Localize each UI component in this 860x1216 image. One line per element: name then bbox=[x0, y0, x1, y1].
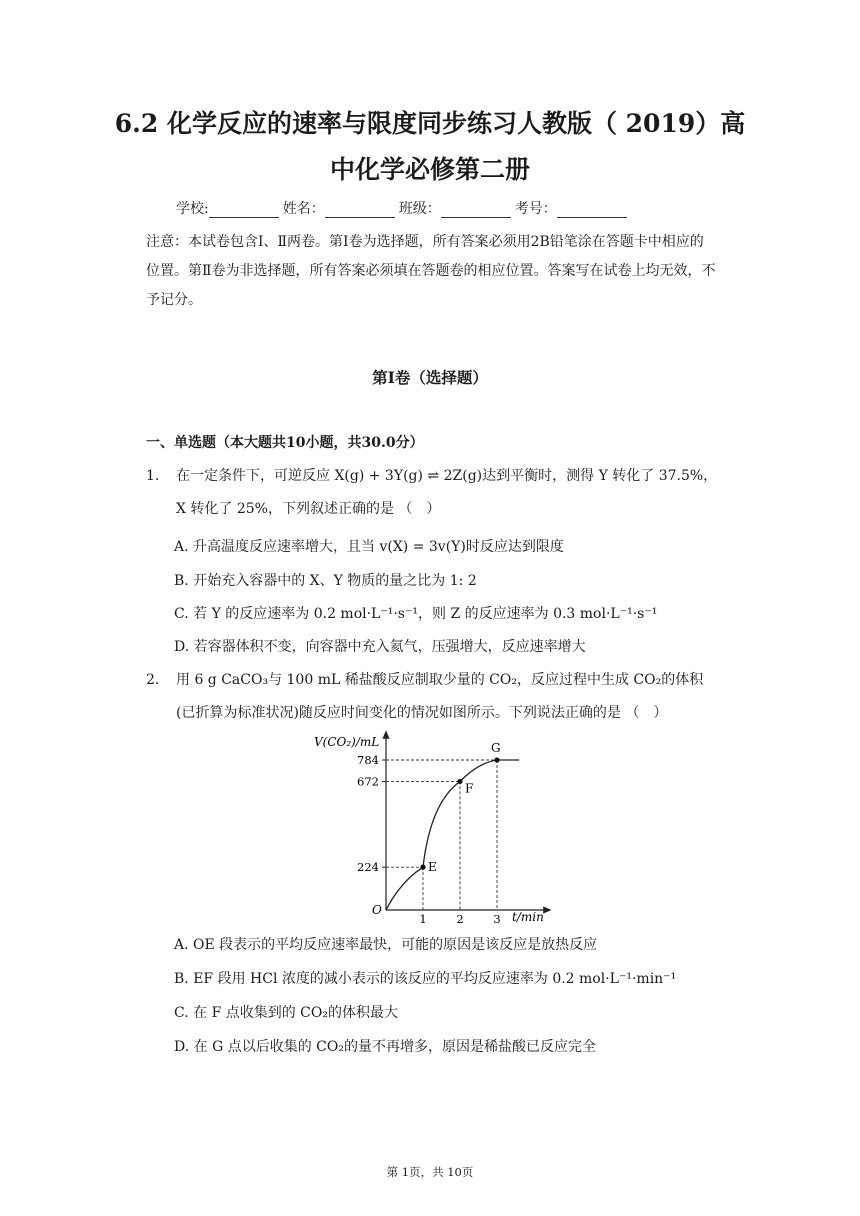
x-tick-label-3: 3 bbox=[493, 912, 501, 924]
point-label-E: E bbox=[428, 860, 437, 875]
notice-text: 注意：本试卷包含Ⅰ、Ⅱ两卷。第Ⅰ卷为选择题，所有答案必须用2B铅笔涂在答题卡中相应的位置。第Ⅱ卷为非选择题，所有答案必须填在答题卷的相应位置。答案写在试卷上均无效，不予记分。 bbox=[146, 234, 716, 308]
page-title: 6.2 化学反应的速率与限度同步练习人教版（ 2019）高 bbox=[114, 109, 746, 138]
y-axis-label: V(CO₂)/mL bbox=[314, 735, 380, 749]
field-name-blank[interactable] bbox=[325, 203, 395, 218]
tick-labels bbox=[357, 753, 501, 924]
field-class bbox=[399, 198, 515, 218]
y-tick-label-224: 224 bbox=[357, 860, 379, 875]
co2-volume-chart bbox=[308, 728, 554, 924]
page-footer: 第 1页，共 10页 bbox=[386, 1165, 474, 1179]
section-title: 第Ⅰ卷（选择题） bbox=[372, 368, 488, 387]
question-type-heading: 一、单选题（本大题共10小题，共30.0分） bbox=[146, 435, 424, 451]
origin-label: O bbox=[372, 903, 382, 917]
field-examno bbox=[515, 198, 631, 218]
x-tick-label-1: 1 bbox=[419, 912, 427, 924]
field-school bbox=[176, 198, 283, 218]
field-class-label: 班级： bbox=[398, 201, 441, 217]
q2-text: 用 6 g CaCO₃与 100 mL 稀盐酸反应制取少量的 CO₂，反应过程中生成 CO₂的体积(已折算为标准状况)随反应时间变化的情况如图所示。下列说法正确的是 （ ） bbox=[176, 672, 704, 721]
co2-curve bbox=[386, 760, 497, 910]
page-title-line2: 中化学必修第二册 bbox=[329, 155, 530, 184]
q2-option-a[interactable]: A. OE 段表示的平均反应速率最快，可能的原因是该反应是放热反应 bbox=[174, 937, 598, 953]
q1-option-b[interactable]: B. 开始充入容器中的 X、Y 物质的量之比为 1: 2 bbox=[174, 573, 477, 589]
q2-option-c[interactable]: C. 在 F 点收集到的 CO₂的体积最大 bbox=[174, 1005, 398, 1021]
data-point-F bbox=[457, 779, 462, 784]
field-name-label: 姓名： bbox=[282, 201, 325, 217]
field-name bbox=[283, 198, 399, 218]
q2-number: 2. bbox=[146, 672, 160, 688]
q1-option-c[interactable]: C. 若 Y 的反应速率为 0.2 mol·L⁻¹·s⁻¹，则 Z 的反应速率为 0.3 mol·L⁻¹·s⁻¹ bbox=[174, 606, 658, 622]
q2-option-b[interactable]: B. EF 段用 HCl 浓度的减小表示的该反应的平均反应速率为 0.2 mol·L⁻¹·min⁻¹ bbox=[174, 971, 677, 987]
field-school-label: 学校: bbox=[176, 201, 209, 217]
data-point-G bbox=[494, 757, 499, 762]
field-school-blank[interactable] bbox=[209, 203, 279, 218]
q1-number: 1. bbox=[146, 468, 160, 484]
point-label-G: G bbox=[491, 741, 501, 755]
point-label-F: F bbox=[465, 781, 474, 796]
y-tick-label-672: 672 bbox=[357, 774, 379, 789]
y-tick-label-784: 784 bbox=[357, 753, 379, 767]
guide-lines bbox=[386, 760, 497, 910]
field-examno-label: 考号： bbox=[514, 201, 557, 217]
x-axis-label: t/min bbox=[512, 910, 544, 924]
q1-text: 在一定条件下，可逆反应 X(g) + 3Y(g) ⇌ 2Z(g)达到平衡时，测得 Y 转化了 37.5%，X 转化了 25%，下列叙述正确的是 （ ） bbox=[176, 468, 718, 517]
q1-option-d[interactable]: D. 若容器体积不变，向容器中充入氦气，压强增大，反应速率增大 bbox=[174, 639, 586, 655]
student-info-fields bbox=[176, 198, 631, 218]
q2-option-d[interactable]: D. 在 G 点以后收集的 CO₂的量不再增多，原因是稀盐酸已反应完全 bbox=[174, 1039, 596, 1055]
data-point-E bbox=[420, 865, 425, 870]
field-examno-blank[interactable] bbox=[557, 203, 627, 218]
q1-option-a[interactable]: A. 升高温度反应速率增大，且当 v(X) = 3v(Y)时反应达到限度 bbox=[174, 539, 564, 555]
field-class-blank[interactable] bbox=[441, 203, 511, 218]
x-tick-label-2: 2 bbox=[456, 912, 464, 924]
data-points bbox=[420, 741, 500, 874]
